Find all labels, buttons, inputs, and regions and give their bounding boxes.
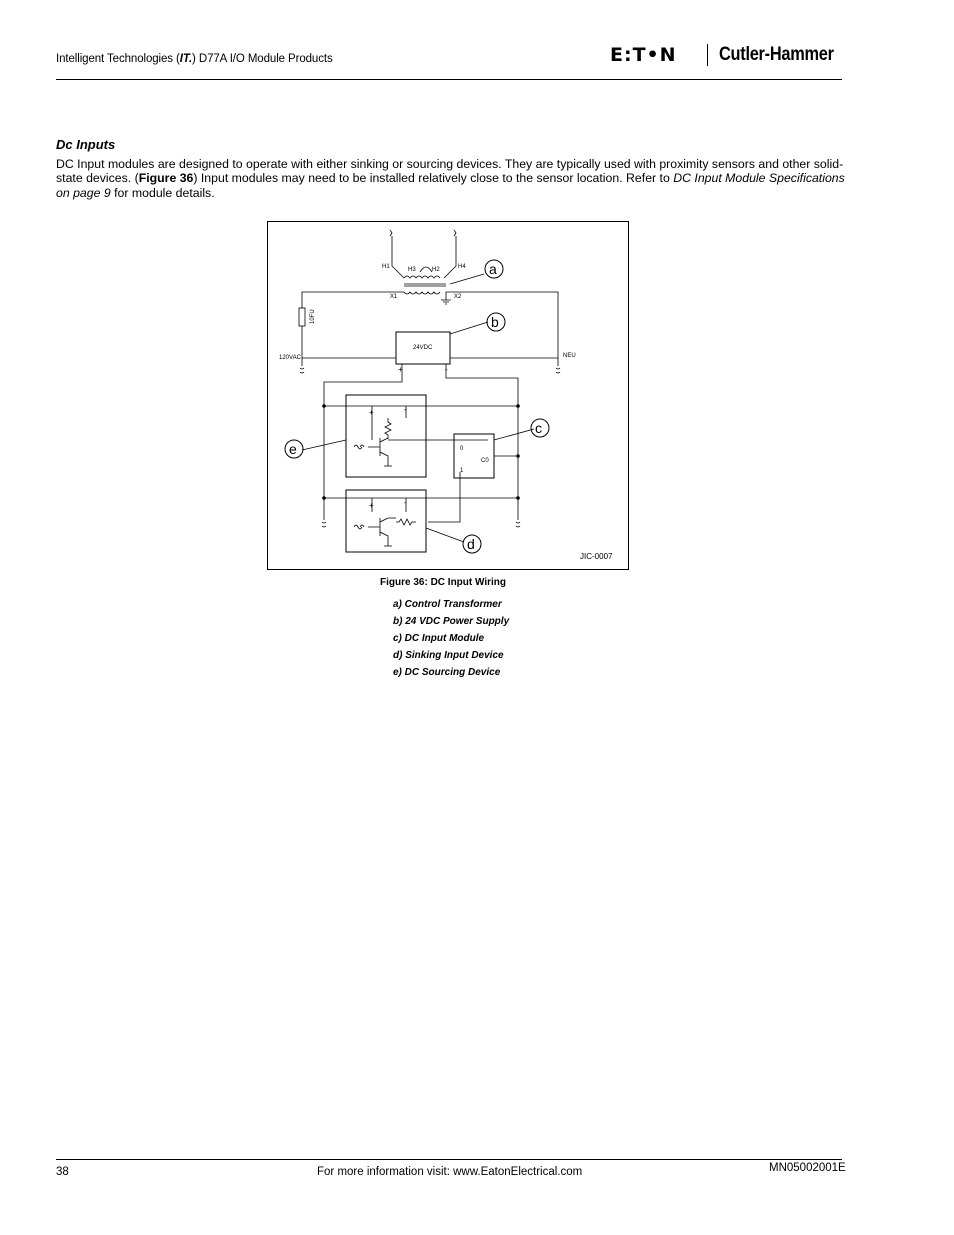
label-x2: X2 [454, 294, 462, 300]
body-text-2: ) Input modules may need to be installed relatively close to the sensor location. Refer to [193, 171, 674, 186]
label-fu: 10FU [310, 309, 316, 324]
section-title: Dc Inputs [56, 137, 116, 152]
node [323, 405, 326, 408]
h1-lead [390, 230, 404, 278]
label-c0: C0 [481, 458, 489, 464]
figure-code: JIC-0007 [580, 552, 613, 561]
header-suffix: ) D77A I/O Module Products [192, 53, 333, 65]
page-number: 38 [56, 1166, 69, 1178]
document-code: MN05002001E [769, 1162, 846, 1174]
eaton-logo: E:T•N [610, 44, 677, 66]
sinking-output [428, 472, 460, 522]
x2-ground [441, 292, 451, 304]
callout-b: b [491, 314, 499, 330]
sinking-transistor [368, 518, 396, 546]
body-text-3: for module details. [110, 185, 215, 200]
x1-line [302, 292, 404, 308]
figure-caption: Figure 36: DC Input Wiring [380, 577, 507, 588]
node [323, 497, 326, 500]
label-24vdc: 24VDC [413, 345, 433, 351]
legend-item: e) DC Sourcing Device [393, 667, 501, 678]
label-neu: NEU [563, 353, 576, 359]
label-src-minus: - [404, 405, 407, 414]
label-psu-minus: - [445, 365, 448, 374]
legend-item: d) Sinking Input Device [393, 650, 504, 661]
label-h2: H2 [432, 267, 440, 273]
spec-reference: DC Input Module Specifications on page 9 [56, 171, 845, 200]
callout-c: c [535, 420, 542, 436]
section-body [56, 157, 846, 200]
label-snk-minus: - [404, 498, 407, 507]
fuse-symbol [299, 308, 305, 326]
sinking-input-squiggle [354, 525, 364, 529]
legend-item: b) 24 VDC Power Supply [393, 616, 510, 627]
node [517, 497, 520, 500]
sourcing-input-squiggle [354, 445, 364, 449]
callout-a: a [489, 261, 497, 277]
figure-legend [393, 599, 509, 684]
wiring-diagram-svg [268, 222, 630, 571]
node [517, 405, 520, 408]
wiring-diagram [267, 221, 629, 570]
running-header [56, 53, 333, 65]
label-psu-plus: + [398, 365, 403, 374]
label-snk-plus: + [369, 501, 374, 510]
label-src-plus: + [369, 408, 374, 417]
primary-coil [404, 276, 440, 278]
label-120vac: 120VAC [279, 355, 301, 361]
logo-divider [707, 44, 708, 66]
sinking-device-box [346, 490, 426, 552]
secondary-coil [404, 292, 440, 294]
footer-rule [56, 1159, 842, 1160]
label-h3: H3 [408, 267, 416, 273]
callout-b-leader [450, 322, 488, 334]
callout-d-leader [426, 528, 464, 542]
header-prefix: Intelligent Technologies ( [56, 53, 180, 65]
legend-item: a) Control Transformer [393, 599, 502, 610]
label-h1: H1 [382, 264, 390, 270]
label-h4: H4 [458, 264, 466, 270]
sourcing-transistor [368, 438, 392, 466]
h3-h2-jumper [420, 267, 432, 272]
footer-link: For more information visit: www.EatonElectrical.com [317, 1166, 583, 1178]
callout-d: d [467, 536, 475, 552]
callout-c-leader [494, 429, 534, 440]
h4-lead [444, 230, 456, 278]
header-it: IT. [179, 53, 193, 65]
dc-minus-bus [446, 364, 518, 520]
callout-a-leader [450, 274, 484, 284]
sourcing-resistor [385, 418, 391, 439]
node [517, 455, 520, 458]
bus-bottom-squiggle-right [516, 522, 520, 527]
callout-e: e [289, 441, 297, 457]
header-rule [56, 79, 842, 80]
label-in0: 0 [460, 446, 464, 452]
sourcing-device-box [346, 395, 426, 477]
cutler-hammer-logo: Cutler-Hammer [719, 44, 834, 65]
label-x1: X1 [390, 294, 398, 300]
body-text-1: DC Input modules are designed to operate with either sinking or sourcing devices. They are typically used with proximity sensors and other solid-state devices. ( [56, 157, 844, 186]
label-in1: 1 [460, 468, 464, 474]
x2-line [446, 292, 558, 358]
bus-bottom-squiggle-left [322, 522, 326, 527]
legend-item: c) DC Input Module [393, 633, 485, 644]
sinking-resistor [396, 519, 416, 525]
figure-reference: Figure 36 [138, 171, 194, 186]
neu-squiggle [556, 358, 560, 373]
